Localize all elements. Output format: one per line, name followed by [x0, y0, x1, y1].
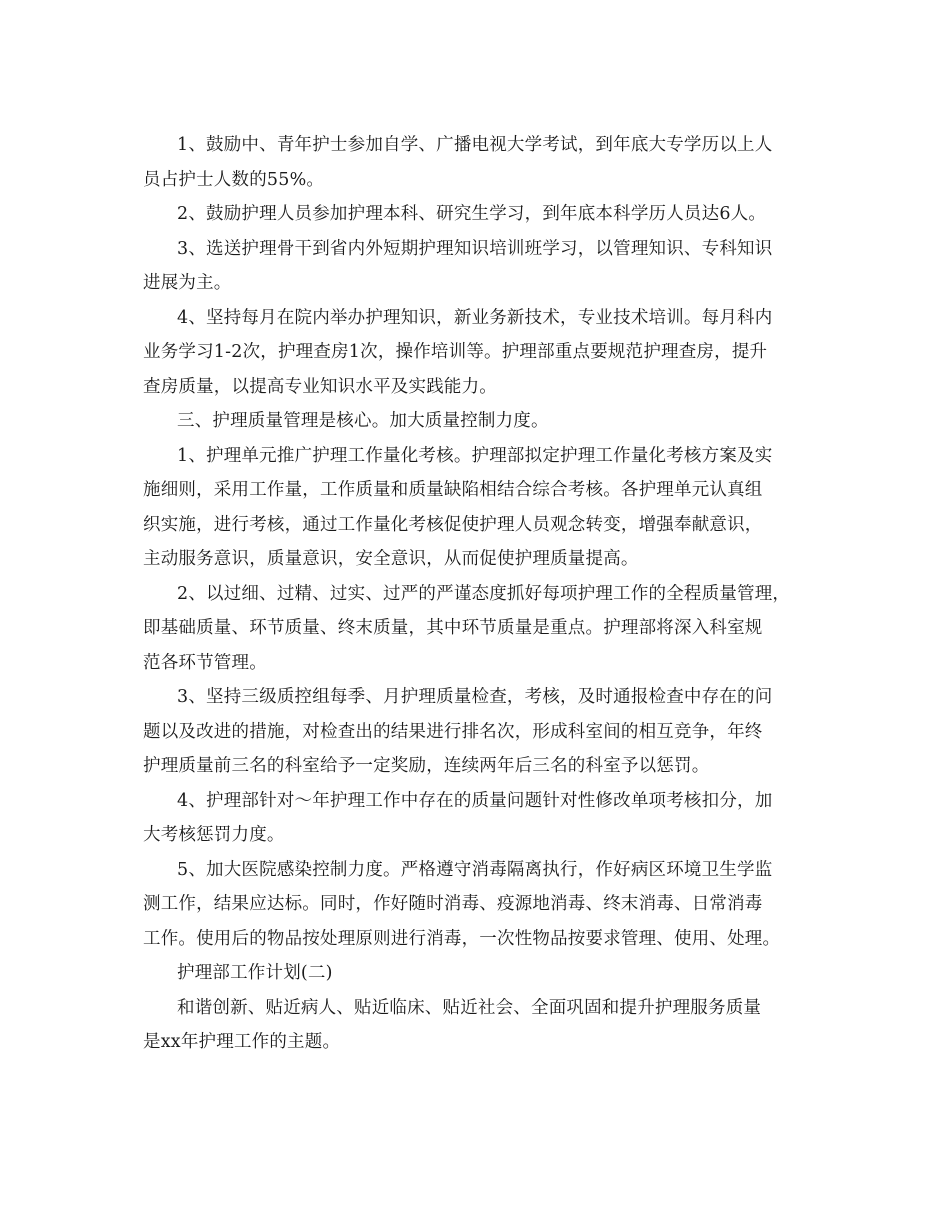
- paragraph-continuation-line: 范各环节管理。: [143, 652, 267, 673]
- paragraph-continuation-line: 即基础质量、环节质量、终末质量，其中环节质量是重点。护理部将深入科室规: [143, 618, 763, 638]
- paragraph-first-line: 2、以过细、过精、过实、过严的严谨态度抓好每项护理工作的全程质量管理，: [177, 583, 791, 604]
- paragraph-first-line: 三、护理质量管理是核心。加大质量控制力度。: [177, 411, 549, 431]
- paragraph-continuation-line: 是xx年护理工作的主题。: [143, 1032, 341, 1052]
- paragraph-first-line: 1、鼓励中、青年护士参加自学、广播电视大学考试，到年底大专学历以上人: [177, 135, 773, 155]
- paragraph-first-line: 护理部工作计划(二): [177, 963, 333, 983]
- paragraph-first-line: 1、护理单元推广护理工作量化考核。护理部拟定护理工作量化考核方案及实: [177, 445, 773, 466]
- paragraph-continuation-line: 进展为主。: [143, 273, 232, 293]
- paragraph-first-line: 4、护理部针对～年护理工作中存在的质量问题针对性修改单项考核扣分，加: [177, 790, 773, 811]
- paragraph-first-line: 和谐创新、贴近病人、贴近临床、贴近社会、全面巩固和提升护理服务质量: [177, 997, 762, 1018]
- paragraph-continuation-line: 护理质量前三名的科室给予一定奖励，连续两年后三名的科室予以惩罚。: [143, 756, 710, 776]
- paragraph-first-line: 5、加大医院感染控制力度。严格遵守消毒隔离执行，作好病区环境卫生学监: [177, 859, 773, 880]
- paragraph-continuation-line: 查房质量，以提高专业知识水平及实践能力。: [143, 376, 497, 397]
- paragraph-continuation-line: 业务学习1-2次，护理查房1次，操作培训等。护理部重点要规范护理查房，提升: [143, 342, 768, 362]
- paragraph-first-line: 2、鼓励护理人员参加护理本科、研究生学习，到年底本科学历人员达6人。: [177, 204, 767, 224]
- paragraph-continuation-line: 主动服务意识，质量意识，安全意识，从而促使护理质量提高。: [143, 549, 639, 569]
- paragraph-first-line: 4、坚持每月在院内举办护理知识，新业务新技术，专业技术培训。每月科内: [177, 307, 773, 328]
- paragraph-continuation-line: 题以及改进的措施，对检查出的结果进行排名次，形成科室间的相互竞争，年终: [143, 721, 763, 742]
- paragraph-continuation-line: 大考核惩罚力度。: [143, 825, 285, 845]
- paragraph-continuation-line: 员占护士人数的55%。: [143, 169, 325, 190]
- paragraph-continuation-line: 织实施，进行考核，通过工作量化考核促使护理人员观念转变，增强奉献意识，: [143, 514, 763, 535]
- paragraph-continuation-line: 施细则，采用工作量，工作质量和质量缺陷相结合综合考核。各护理单元认真组: [143, 480, 763, 500]
- paragraph-continuation-line: 测工作，结果应达标。同时，作好随时消毒、疫源地消毒、终末消毒、日常消毒: [143, 894, 763, 914]
- paragraph-first-line: 3、选送护理骨干到省内外短期护理知识培训班学习，以管理知识、专科知识: [177, 238, 773, 259]
- paragraph-first-line: 3、坚持三级质控组每季、月护理质量检查，考核，及时通报检查中存在的问: [177, 687, 773, 707]
- paragraph-continuation-line: 工作。使用后的物品按处理原则进行消毒，一次性物品按要求管理、使用、处理。: [143, 928, 781, 949]
- document-body: [143, 128, 813, 1060]
